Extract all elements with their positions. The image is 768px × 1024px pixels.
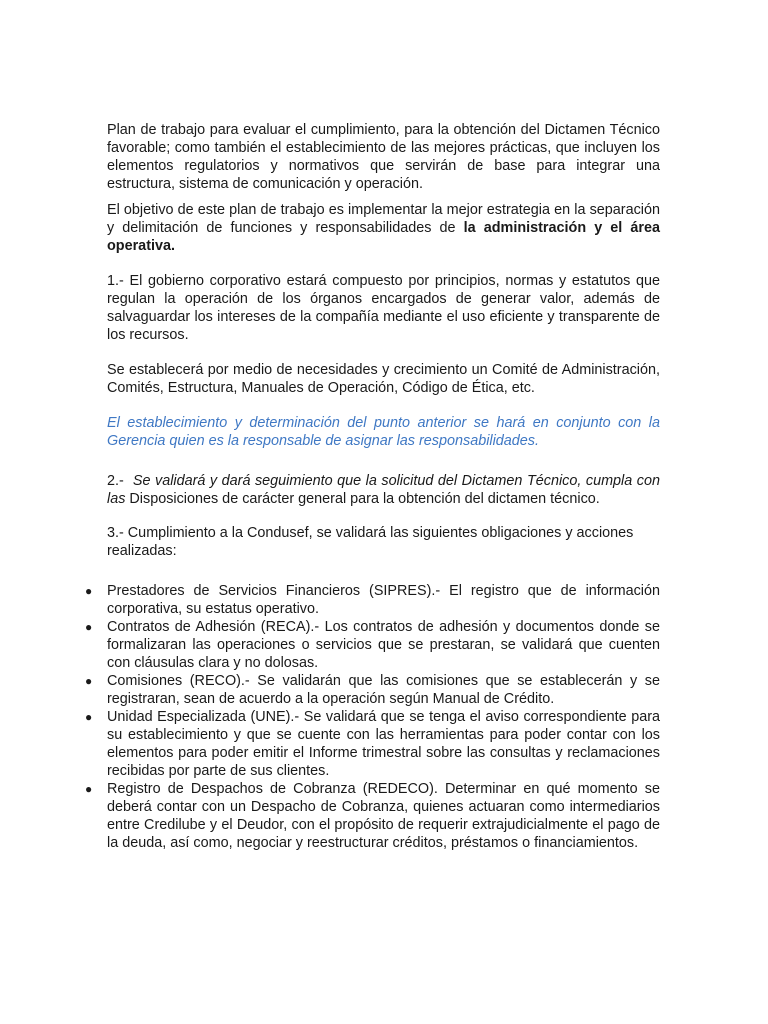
bullet-icon: ●	[85, 620, 93, 634]
bullet-icon: ●	[85, 710, 93, 724]
list-item	[85, 618, 660, 672]
list-item	[85, 780, 660, 852]
section1-paragraph: 1.- El gobierno corporativo estará compuesto por principios, normas y estatutos que regulan la operación de los órganos encargados de generar valor, además de salvaguardar los intereses de la compañía mediante el uso eficiente y transparente de los recursos.	[107, 273, 660, 343]
objective-bold-text: la administración y el área operativa.	[107, 220, 661, 254]
list-item-text: Registro de Despachos de Cobranza (REDECO). Determinar en qué momento se deberá contar con un Despacho de Cobranza, quienes actuaran como intermediarios entre Credilube y el Deudor, con el propósito de requerir extrajudicialmente el pago de la deuda, así como, negociar y reestructurar créditos, préstamos o financiamientos.	[107, 781, 660, 851]
committee-paragraph: Se establecerá por medio de necesidades y crecimiento un Comité de Administración, Comités, Estructura, Manuales de Operación, Código de Ética, etc.	[107, 362, 660, 396]
objective-paragraph	[107, 201, 660, 255]
bullet-icon: ●	[85, 782, 93, 796]
note-paragraph: El establecimiento y determinación del punto anterior se hará en conjunto con la Gerencia quien es la responsable de asignar las responsabilidades.	[107, 415, 660, 449]
list-item-text: Contratos de Adhesión (RECA).- Los contratos de adhesión y documentos donde se formalizaran las operaciones o servicios que se prestaran, se validará que cuenten con cláusulas clara y no dolosas.	[107, 619, 660, 671]
list-item-text: Prestadores de Servicios Financieros (SIPRES).- El registro que de información corporativa, su estatus operativo.	[107, 583, 660, 617]
document-page	[85, 121, 661, 852]
section3-intro: 3.- Cumplimiento a la Condusef, se validará las siguientes obligaciones y acciones realizadas:	[107, 525, 634, 559]
obligations-list	[85, 582, 660, 852]
intro-paragraph: Plan de trabajo para evaluar el cumplimiento, para la obtención del Dictamen Técnico favorable; como también el establecimiento de las mejores prácticas, que incluyen los elementos regulatorios y normativos que servirán de base para integrar una estructura, sistema de comunicación y operación.	[107, 122, 660, 192]
section2-italic-text: Se validará y dará seguimiento que la solicitud del Dictamen Técnico, cumpla con las	[107, 473, 660, 507]
list-item	[85, 582, 660, 618]
section2-paragraph	[107, 472, 660, 508]
list-item-text: Unidad Especializada (UNE).- Se validará que se tenga el aviso correspondiente para su establecimiento y que se cuente con las herramientas para poder contar con los elementos para poder emitir el Informe trimestral sobre las consultas y reclamaciones recibidas por parte de sus clientes.	[107, 709, 660, 779]
bullet-icon: ●	[85, 584, 93, 598]
list-item	[85, 672, 660, 708]
objective-text: El objetivo de este plan de trabajo es implementar la mejor estrategia en la separación y delimitación de funciones y responsabilidades de	[107, 202, 660, 236]
section2-prefix: 2.-	[107, 473, 133, 489]
bullet-icon: ●	[85, 674, 93, 688]
list-item	[85, 708, 660, 780]
section2-rest-text: Disposiciones de carácter general para la obtención del dictamen técnico.	[125, 491, 600, 507]
list-item-text: Comisiones (RECO).- Se validarán que las comisiones que se establecerán y se registraran, sean de acuerdo a la operación según Manual de Crédito.	[107, 673, 660, 707]
